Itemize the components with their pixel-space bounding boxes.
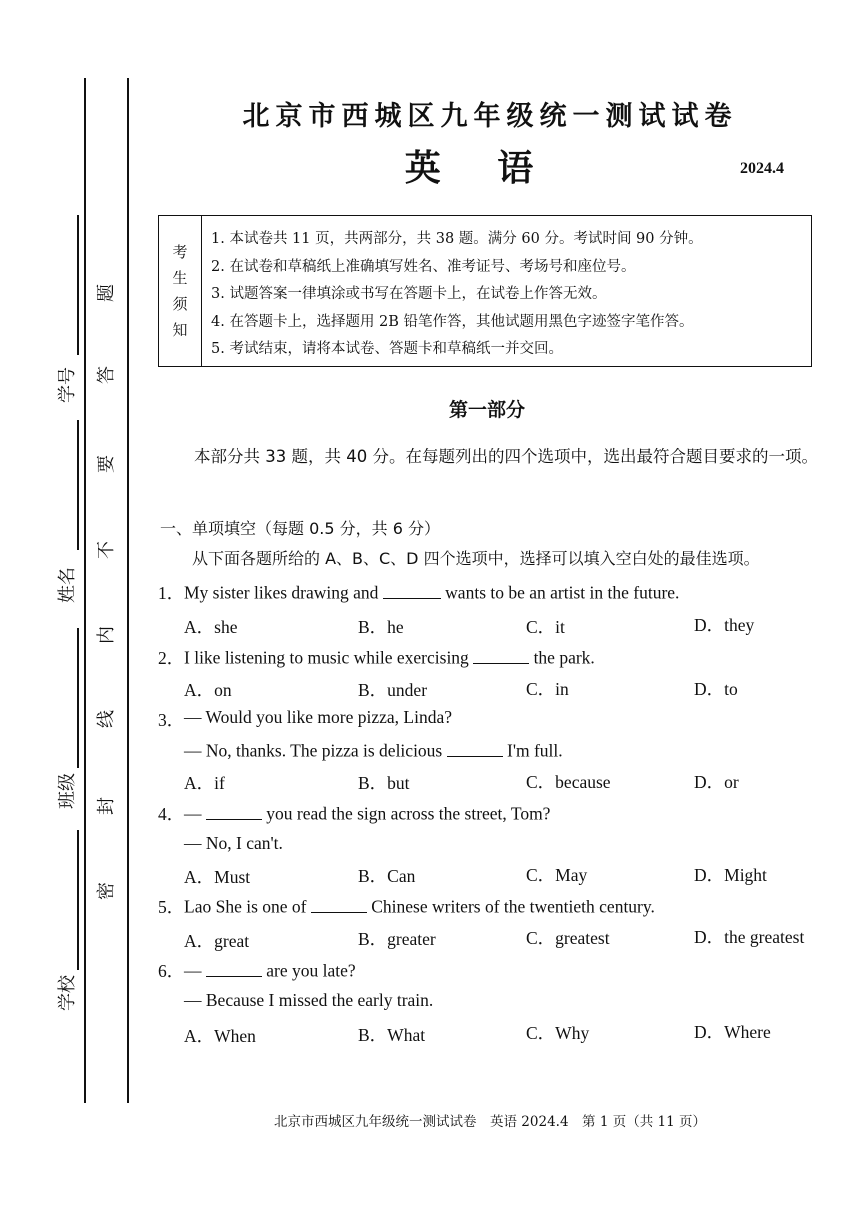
option-b[interactable]: B．greater [358,929,436,949]
name-blank[interactable] [77,420,79,550]
option-c[interactable]: C．Why [526,1023,590,1043]
notice-item: 4. 在答题卡上，选择题用 2B 铅笔作答，其他试题用黑色字迹签字笔作答。 [211,313,694,330]
margin-line-outer [84,78,86,1103]
option-b[interactable]: B．under [358,680,428,700]
question-stem [184,958,356,982]
question-number: 3． [158,710,185,730]
notice-item: 1. 本试卷共 11 页，共两部分，共 38 题。满分 60 分。考试时间 90 分钟。 [211,231,703,247]
option-a[interactable]: A．great [184,931,250,951]
margin-line-inner [127,78,129,1103]
seal-char: 要 [96,455,117,473]
option-b[interactable]: B．What [358,1025,426,1045]
notice-label-char: 生 [172,269,188,287]
option-d[interactable]: D．or [694,772,739,792]
part-title: 第一部分 [448,399,525,421]
stem-text: I'm full. [507,740,563,761]
option-d[interactable]: D．Where [694,1022,771,1042]
notice-label-char: 须 [172,295,188,313]
answer-blank[interactable] [206,958,262,977]
school-blank[interactable] [77,830,79,970]
school-label: 学校 [57,975,78,1011]
notice-item: 5. 考试结束，请将本试卷、答题卡和草稿纸一并交回。 [211,341,563,357]
option-d[interactable]: D．to [694,679,738,699]
option-c[interactable]: C．because [526,772,611,792]
option-c[interactable]: C．in [526,679,569,699]
seal-char: 答 [96,366,117,384]
student-id-label: 学号 [57,367,78,403]
subject-title: 英 语 [404,148,556,189]
stem-text: — [184,803,202,824]
answer-blank[interactable] [383,580,441,599]
notice-label-char: 考 [172,243,188,261]
section-instruction: 从下面各题所给的 A、B、C、D 四个选项中，选择可以填入空白处的最佳选项。 [192,549,760,568]
notice-item: 2. 在试卷和草稿纸上准确填写姓名、准考证号、考场号和座位号。 [211,258,636,275]
stem-text: are you late? [266,960,356,981]
question-stem: — No, I can't. [184,833,283,853]
answer-blank[interactable] [473,645,529,664]
seal-char: 内 [96,626,117,644]
stem-text: the park. [533,647,595,668]
notice-item: 3. 试题答案一律填涂或书写在答题卡上，在试卷上作答无效。 [211,286,607,302]
option-a[interactable]: A．When [184,1026,256,1046]
class-blank[interactable] [77,628,79,768]
question-stem: — Because I missed the early train. [184,990,434,1010]
question-number: 1． [158,583,185,603]
part-intro: 本部分共 33 题，共 40 分。在每题列出的四个选项中，选出最符合题目要求的一项。 [194,447,818,466]
name-label: 姓名 [57,567,78,603]
question-stem [184,738,563,762]
question-stem [184,580,679,604]
notice-items [211,226,805,364]
stem-text: Lao She is one of [184,896,307,917]
candidate-notice-box [158,215,812,367]
student-id-blank[interactable] [77,215,79,355]
question-stem: — Would you like more pizza, Linda? [184,707,452,727]
page-footer: 北京市西城区九年级统一测试试卷 英语 2024.4 第 1 页（共 11 页） [274,1114,706,1130]
seal-char: 不 [96,541,117,559]
option-b[interactable]: B．but [358,773,410,793]
section-heading: 一、单项填空（每题 0.5 分，共 6 分） [160,519,440,538]
stem-text: Chinese writers of the twentieth century. [371,896,655,917]
option-b[interactable]: B．he [358,617,404,637]
question-number: 5． [158,897,185,917]
stem-text: — No, thanks. The pizza is delicious [184,740,443,761]
notice-label-char: 知 [172,321,188,339]
seal-char: 线 [96,710,117,728]
option-b[interactable]: B．Can [358,866,416,886]
class-label: 班级 [57,773,78,809]
exam-date: 2024.4 [740,160,784,177]
question-stem [184,801,550,825]
answer-blank[interactable] [206,801,262,820]
seal-char: 封 [96,797,117,815]
option-c[interactable]: C．it [526,617,565,637]
option-d[interactable]: D．they [694,615,755,635]
option-a[interactable]: A．if [184,773,225,793]
option-d[interactable]: D．Might [694,865,767,885]
option-a[interactable]: A．Must [184,867,251,887]
question-stem [184,645,595,669]
answer-blank[interactable] [311,894,367,913]
question-number: 2． [158,648,185,668]
question-number: 4． [158,804,185,824]
seal-char: 密 [96,882,117,900]
stem-text: My sister likes drawing and [184,582,379,603]
exam-title: 北京市西城区九年级统一测试试卷 [242,101,738,132]
stem-text: you read the sign across the street, Tom? [266,803,551,824]
seal-char: 题 [96,284,117,302]
answer-blank[interactable] [447,738,503,757]
stem-text: — [184,960,202,981]
notice-label [159,216,202,366]
question-stem [184,894,655,918]
option-c[interactable]: C．May [526,865,588,885]
option-a[interactable]: A．she [184,617,238,637]
stem-text: I like listening to music while exercising [184,647,469,668]
option-c[interactable]: C．greatest [526,928,610,948]
option-d[interactable]: D．the greatest [694,927,805,947]
question-number: 6． [158,961,185,981]
stem-text: wants to be an artist in the future. [445,582,680,603]
option-a[interactable]: A．on [184,680,232,700]
